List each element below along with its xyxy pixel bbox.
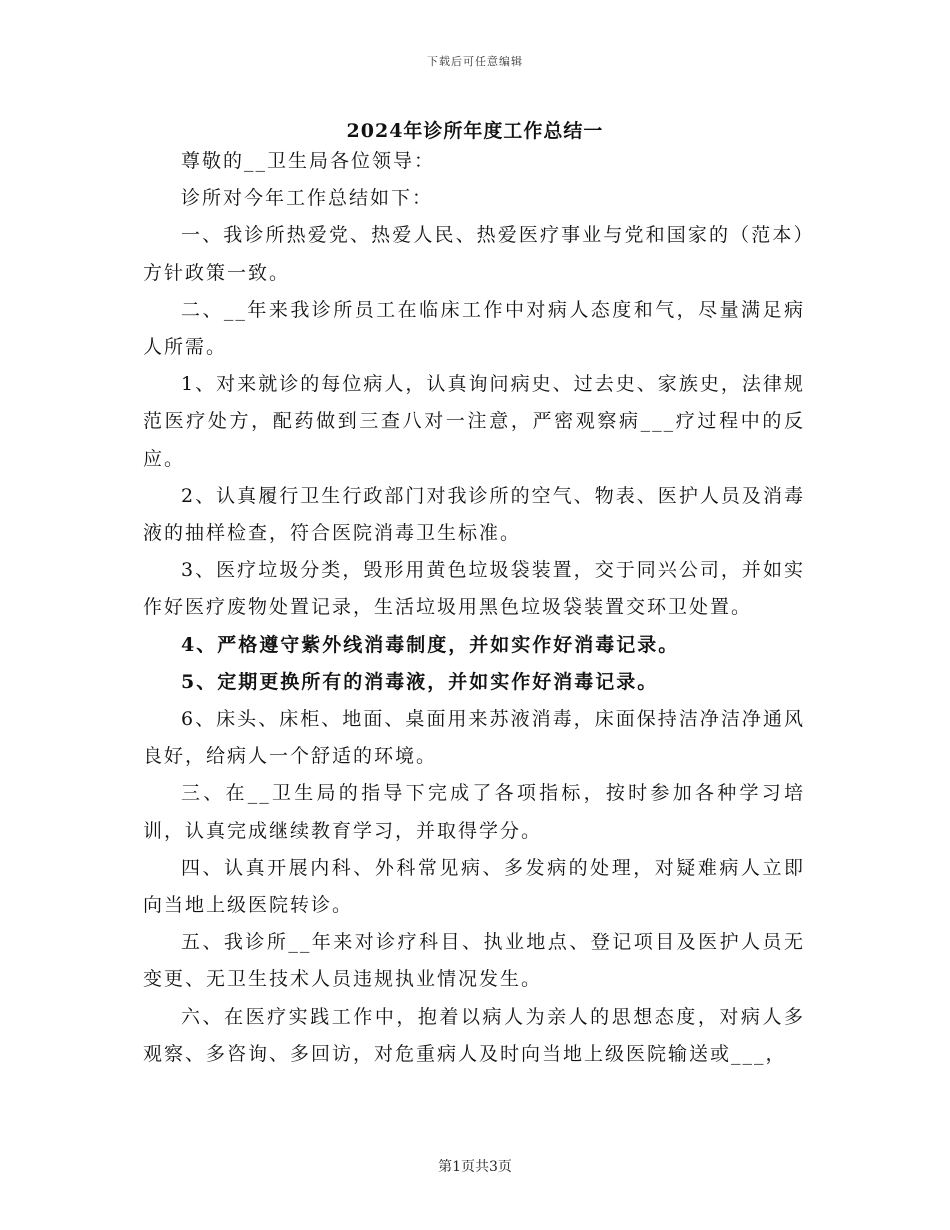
- paragraph-item-1: 1、对来就诊的每位病人，认真询问病史、过去史、家族史，法律规范医疗处方，配药做到三查八对一注意，严密观察病___疗过程中的反应。: [143, 373, 805, 470]
- paragraph-item-2: 2、认真履行卫生行政部门对我诊所的空气、物表、医护人员及消毒液的抽样检查，符合医院消毒卫生标准。: [143, 484, 805, 545]
- paragraph-item-5: 5、定期更换所有的消毒液，并如实作好消毒记录。: [181, 670, 659, 693]
- paragraph-4: 四、认真开展内科、外科常见病、多发病的处理，对疑难病人立即向当地上级医院转诊。: [143, 856, 805, 917]
- intro-paragraph: 诊所对今年工作总结如下：: [181, 187, 434, 210]
- paragraph-6: 六、在医疗实践工作中，抱着以病人为亲人的思想态度，对病人多观察、多咨询、多回访，对危重病人及时向当地上级医院输送或___，: [143, 1005, 805, 1065]
- paragraph-3: 三、在__卫生局的指导下完成了各项指标，按时参加各种学习培训，认真完成继续教育学习，并取得学分。: [143, 782, 805, 842]
- paragraph-item-4: 4、严格遵守紫外线消毒制度，并如实作好消毒记录。: [181, 633, 680, 656]
- page-header: 下载后可任意编辑: [427, 55, 523, 68]
- paragraph-2: 二、__年来我诊所员工在临床工作中对病人态度和气，尽量满足病人所需。: [143, 298, 805, 359]
- paragraph-1: 一、我诊所热爱党、热爱人民、热爱医疗事业与党和国家的（范本）方针政策一致。: [143, 224, 805, 284]
- document-body: [143, 143, 805, 1073]
- paragraph-item-6: 6、床头、床柜、地面、桌面用来苏液消毒，床面保持洁净洁净通风良好，给病人一个舒适的环境。: [143, 708, 805, 768]
- salutation: 尊敬的__卫生局各位领导：: [181, 150, 436, 172]
- document-title: 2024年诊所年度工作总结一: [346, 120, 604, 142]
- page-footer: 第1页共3页: [438, 1159, 512, 1175]
- paragraph-item-3: 3、医疗垃圾分类，毁形用黄色垃圾袋装置，交于同兴公司，并如实作好医疗废物处置记录，生活垃圾用黑色垃圾袋装置交环卫处置。: [143, 559, 805, 619]
- paragraph-5: 五、我诊所__年来对诊疗科目、执业地点、登记项目及医护人员无变更、无卫生技术人员违规执业情况发生。: [143, 931, 805, 991]
